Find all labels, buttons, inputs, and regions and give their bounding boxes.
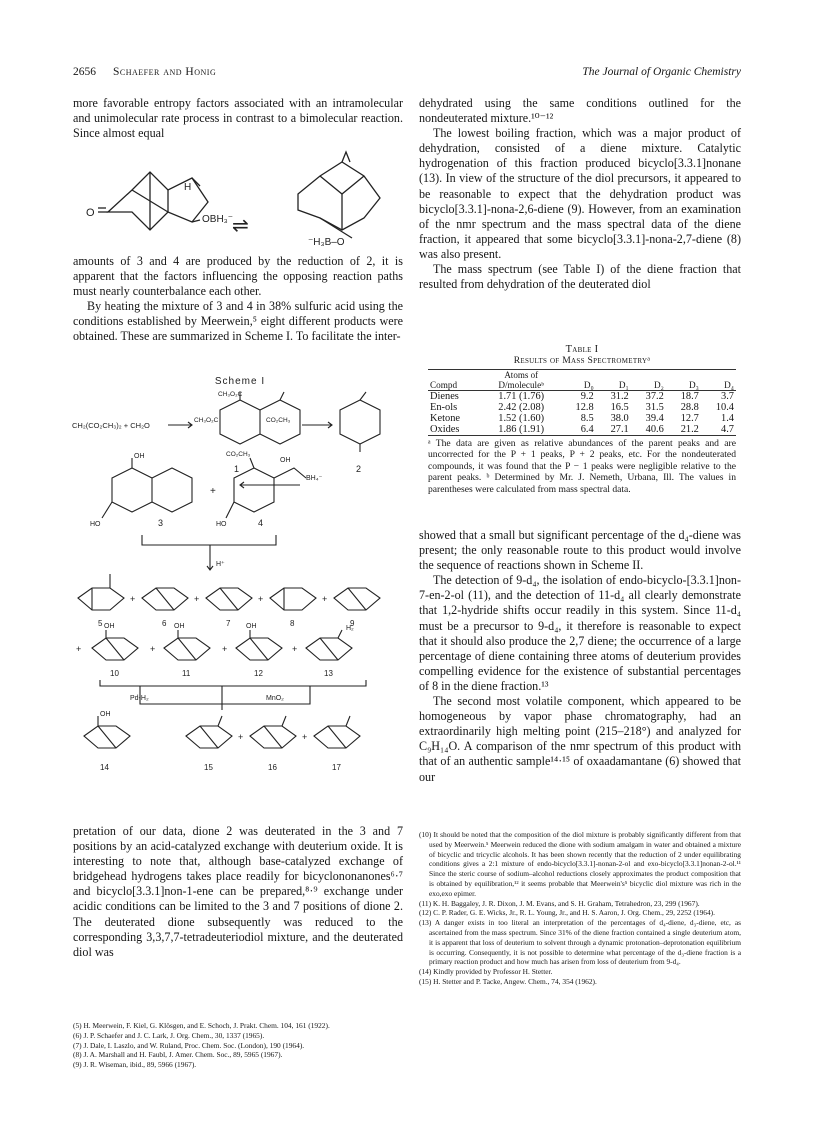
tricyclic-structure-right <box>298 152 380 238</box>
ester-label: CO₂CH₃ <box>226 451 251 458</box>
oh-label: OH <box>280 457 291 464</box>
cell: En-ols <box>430 402 458 413</box>
plus-sign: + <box>194 594 200 604</box>
ho-label: HO <box>216 521 227 528</box>
cell: 12.7 <box>680 413 699 424</box>
column-header: D₂ <box>631 380 666 391</box>
compound-number: 4 <box>258 518 264 528</box>
ho-label: HO <box>90 521 101 528</box>
cell: 3.7 <box>721 391 734 402</box>
cell: 12.8 <box>575 402 594 413</box>
right-text-middle <box>419 528 741 785</box>
table-subtitle: Results of Mass Spectrometryᵃ <box>513 355 651 366</box>
obh3-label: OBH₃⁻ <box>202 214 234 225</box>
cell: 1.71 (1.76) <box>498 391 545 402</box>
table-title: Table I <box>565 344 599 355</box>
plus-sign: + <box>76 644 82 654</box>
cell: 1.52 (1.60) <box>498 413 545 424</box>
plus-sign: + <box>292 644 298 654</box>
ester-label: CH₃O₂C <box>194 417 219 424</box>
ester-label: CH₃O₂C <box>218 391 243 398</box>
paragraph: By heating the mixture of 3 and 4 in 38% sulfuric acid using the conditions established by Meerwein,⁵ eight different products were obtained. These are summarized in Scheme I. To facilitate the inter- <box>73 299 403 344</box>
reference: (6) J. P. Schaefer and J. C. Lark, J. Org. Chem., 30, 1337 (1965). <box>73 1030 265 1040</box>
reagent-label: CH₂(CO₂CH₃)₂ + CH₂O <box>72 421 150 430</box>
h3bo-label: ⁻H₃B–O <box>308 237 345 248</box>
equilibrium-figure <box>80 150 390 250</box>
plus-sign: + <box>258 594 264 604</box>
cell: 2.42 (2.08) <box>498 402 545 413</box>
cell: 27.1 <box>596 424 631 436</box>
plus-sign: + <box>130 594 136 604</box>
ring-structures-row1 <box>78 574 380 610</box>
compound-number: 5 <box>98 619 103 628</box>
cell: 9.2 <box>580 391 594 402</box>
plus-sign: + <box>238 732 244 742</box>
compound-number: 1 <box>234 464 240 474</box>
column-header: D₄ <box>701 380 736 391</box>
carbonyl-o-label: O <box>86 207 95 219</box>
right-references <box>419 830 741 987</box>
compound-number: 16 <box>268 763 277 772</box>
reference: (13) A danger exists in too literal an interpretation of the percentages of d₄-diene, d₃-diene, etc, as ascertained from the mass spectrum. Since 31% of the diene fraction contained a single deuterium atom, it is apparent that loss of deuterium to solvent through a dynamic protonation–deprotonation equilibrium is occurring. Consequently, it is not possible to determine what percentage of the d₃-diene fraction is a primary reaction product and how much has arisen from loss of deuterium from 9-d₄. <box>419 918 741 967</box>
left-text-bottom <box>73 824 403 960</box>
left-text-middle <box>73 254 403 345</box>
reagent-pdh2: Pd-H₂ <box>130 695 149 702</box>
reference: (11) K. H. Baggaley, J. R. Dixon, J. M. Evans, and S. H. Graham, Tetrahedron, 23, 299 (1967). <box>419 898 700 908</box>
paragraph: pretation of our data, dione 2 was deuterated in the 3 and 7 positions by an acid-catalyzed exchange with deuterium oxide. It is interesting to note that, although base-catalyzed exchange of bridgehead hydrogens takes place readily for bicyclononanones⁶·⁷ and bicyclo[3.3.1]non-1-ene can be prepared,⁸·⁹ exchange under acidic conditions can be limited to the 3 and 7 positions of dione 2. The deuterated dione subsequently was reduced to the corresponding 3,3,7,7-tetradeuteriodiol mixture, and the deuterated diol was <box>73 824 403 959</box>
reference: (9) J. R. Wiseman, ibid., 89, 5966 (1967). <box>73 1060 197 1070</box>
column-header: D/moleculeᵇ <box>482 380 561 391</box>
compound-number: 15 <box>204 763 213 772</box>
paragraph: amounts of 3 and 4 are produced by the reduction of 2, it is apparent that the factors influencing the opposing reaction paths must nearly counterbalance each other. <box>73 254 403 299</box>
compound-number: 13 <box>324 669 333 678</box>
column-header: D₀ <box>561 380 596 391</box>
reagent-mno2: MnO₂ <box>266 695 284 702</box>
table-one <box>428 344 736 495</box>
cell: 4.7 <box>701 424 736 436</box>
cell: 31.2 <box>610 391 629 402</box>
paragraph: The mass spectrum (see Table I) of the diene fraction that resulted from dehydration of the deuterated diol <box>419 262 741 292</box>
table-row <box>428 413 736 424</box>
journal-title: The Journal of Organic Chemistry <box>582 66 741 78</box>
diol-structures <box>102 458 306 518</box>
reagent-bh4: BH₄⁻ <box>306 475 323 482</box>
compound-number: 3 <box>158 518 164 528</box>
cell: 28.8 <box>680 402 699 413</box>
table-data <box>428 369 736 436</box>
scheme-title: Scheme I <box>214 376 266 387</box>
oh-label: OH <box>174 623 185 630</box>
cell: 16.5 <box>610 402 629 413</box>
reference: (7) J. Dale, I. Laszlo, and W. Ruland, Proc. Chem. Soc. (London), 190 (1964). <box>73 1040 305 1050</box>
column-header: Compd <box>428 380 482 391</box>
reference: (14) Kindly provided by Professor H. Stetter. <box>419 967 553 977</box>
compound-number: 11 <box>182 669 191 678</box>
oh-label: OH <box>100 711 111 718</box>
running-authors: Schaefer and Honig <box>113 66 217 78</box>
table-row <box>428 402 736 413</box>
reaction-arrows <box>100 422 366 710</box>
left-text-top <box>73 96 403 141</box>
reference: (5) H. Meerwein, F. Kiel, G. Klösgen, and E. Schoch, J. Prakt. Chem. 104, 161 (1922). <box>73 1021 330 1030</box>
cell: Dienes <box>430 391 459 402</box>
oh-label: OH <box>134 453 145 460</box>
oh-label: OH <box>246 623 257 630</box>
cell: 40.6 <box>631 424 666 436</box>
cell: 37.2 <box>645 391 664 402</box>
cell: 1.4 <box>721 413 734 424</box>
cell: 39.4 <box>645 413 664 424</box>
h-label: H <box>184 182 192 193</box>
paragraph: The detection of 9-d₄, the isolation of endo-bicyclo-[3.3.1]non-7-en-2-ol (11), and the detection of 11-d₄ all clearly demonstrate that 1,2-hydride shifts occur readily in this system. Since 11-d₄ must be a precursor to 9-d₄, it therefore is reasonable to expect that it should also produce the 2,7 diene; the occurrence of a large percentage of diene containing three atoms of deuterium provides compelling evidence for the existence of substantial percentages of 8 in the diene fraction.¹³ <box>419 573 741 693</box>
cell: 18.7 <box>680 391 699 402</box>
plus-sign: + <box>302 732 308 742</box>
compound-number: 10 <box>110 669 119 678</box>
cell: 1.86 (1.91) <box>482 424 561 436</box>
paragraph: more favorable entropy factors associated with an intramolecular and unimolecular rate process in contrast to a bimolecular reaction. Since almost equal <box>73 96 403 141</box>
table-footnote: ᵃ The data are given as relative abundances of the parent peaks and are uncorrected for the P + 1 peaks, P + 2 peaks, etc. For the nondeuterated compounds, it was found that the P − 1 peaks were negligible relative to the parent peaks. ᵇ Determined by Mr. J. Nemeth, Urbana, Ill. The values in parentheses were calculated from mass spectral data. <box>428 438 736 495</box>
compound-number: 8 <box>290 619 295 628</box>
table-row <box>428 391 736 403</box>
compound-number: 6 <box>162 619 167 628</box>
cell: Oxides <box>428 424 482 436</box>
plus-sign: + <box>210 486 216 497</box>
reference: (12) C. P. Rader, G. E. Wicks, Jr., R. L. Young, Jr., and H. S. Aaron, J. Org. Chem., 29, 2252 (1964). <box>419 908 715 918</box>
cell: 31.5 <box>645 402 664 413</box>
column-header: D₁ <box>596 380 631 391</box>
cell: 10.4 <box>715 402 734 413</box>
h2-label: H₂ <box>346 625 354 632</box>
compound-number: 12 <box>254 669 263 678</box>
cell: 8.5 <box>580 413 594 424</box>
column-header-sub: Atoms of <box>504 370 539 380</box>
left-references <box>73 1021 403 1070</box>
compound-number: 7 <box>226 619 231 628</box>
ring-structures-row0 <box>220 392 380 452</box>
reference: (8) J. A. Marshall and H. Faubl, J. Amer. Chem. Soc., 89, 5965 (1967). <box>73 1050 283 1060</box>
paragraph: The lowest boiling fraction, which was a major product of dehydration, consisted of a diene mixture. Catalytic hydrogenation of this fraction produced bicyclo[3.3.1]nonane (13). In view of the structure of the diol precursors, it appeared to be reasonable to expect that the dehydration product was bicyclo[3.3.1]-nona-2,6-diene (9). However, from an examination of the nmr spectrum and the mass spectral data of the diene fraction, it appeared that some bicyclo[3.3.1]-nona-2,7-diene (8) was also present. <box>419 126 741 261</box>
ring-structures-row3 <box>84 716 360 748</box>
oh-label: OH <box>104 623 115 630</box>
cell: 6.4 <box>561 424 596 436</box>
plus-sign: + <box>222 644 228 654</box>
paragraph: The second most volatile component, which appeared to be homogeneous by vapor phase chromatography, had an extraordinarily high melting point (215–218°) and analyzed for C₉H₁₄O. A comparison of the nmr spectrum of this product with that of an authentic sample¹⁴·¹⁵ of oxaadamantane (6) showed that our <box>419 694 741 784</box>
page-number: 2656 <box>73 66 96 78</box>
compound-number: 9 <box>350 619 355 628</box>
plus-sign: + <box>322 594 328 604</box>
cell: 38.0 <box>610 413 629 424</box>
plus-sign: + <box>150 644 156 654</box>
compound-number: 14 <box>100 763 109 772</box>
column-header: D₃ <box>666 380 701 391</box>
ester-label: CO₂CH₃ <box>266 417 291 424</box>
reagent-hplus: H⁺ <box>216 561 225 568</box>
reference: (15) H. Stetter and P. Tacke, Angew. Chem., 74, 354 (1962). <box>419 976 597 986</box>
scheme-one-figure <box>70 370 410 800</box>
compound-number: 17 <box>332 763 341 772</box>
equilibrium-arrow: ⇌ <box>232 215 249 237</box>
paragraph: dehydrated using the same conditions outlined for the nondeuterated mixture.¹⁰⁻¹² <box>419 96 741 126</box>
reference: (10) It should be noted that the composition of the diol mixture is probably significantly different from that used by Meerwein.⁵ Meerwein reduced the dione with sodium amalgam in water and obtained a mixture of bicyclic and tricyclic alcohols. It has been shown recently that the reduction of 2 under equilibrating conditions gives a 2:1 mixture of endo-bicyclo[3.3.1]-nonan-2-ol and exo-bicyclo[3.3.1]nonan-2-ol.¹¹ Since the steric course of sodium–alcohol reductions closely approximates the product composition that is obtained by equilibration,¹² it seems probable that Meerwein's⁵ bicyclic diol mixture was rich in the exo,exo epimer. <box>419 830 741 898</box>
table-row <box>428 424 736 436</box>
cell: 21.2 <box>666 424 701 436</box>
paragraph: showed that a small but significant percentage of the d₄-diene was present; the only reasonable route to this product would involve the sequence of reactions shown in Scheme II. <box>419 528 741 573</box>
bicyclic-structure-left <box>98 172 208 230</box>
compound-number: 2 <box>356 464 362 474</box>
cell: Ketone <box>430 413 461 424</box>
right-text-top <box>419 96 741 292</box>
